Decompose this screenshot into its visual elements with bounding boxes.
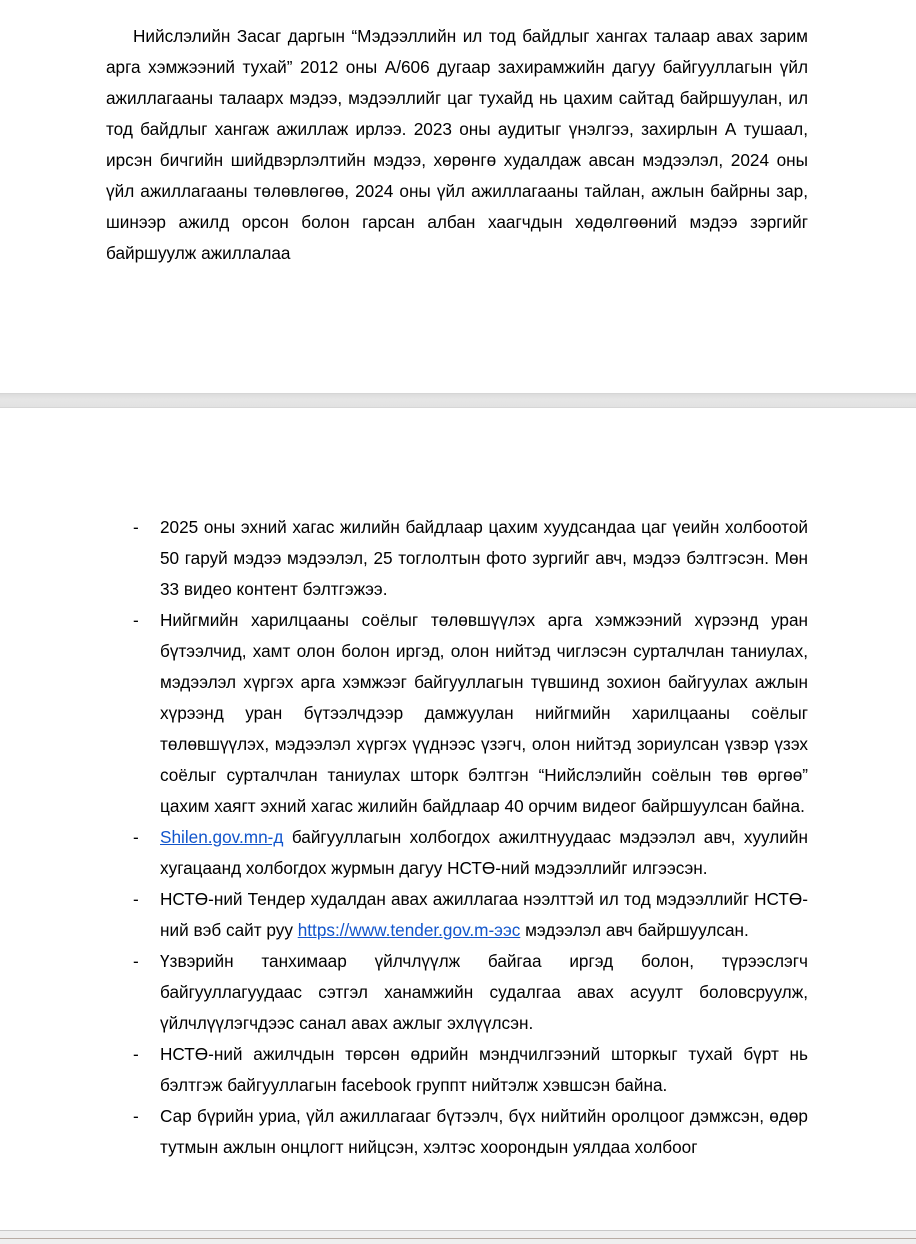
list-item-text: НСТӨ-ний Тендер худалдан авах ажиллагаа нээлттэй ил тод мэдээллийг НСТӨ-ний вэб сайт руу <box>160 889 808 940</box>
activity-list <box>0 512 916 1163</box>
list-item-text: Үзвэрийн танхимаар үйлчлүүлж байгаа иргэд болон, түрээслэгч байгууллагуудаас сэтгэл ханамжийн судалгаа авах асуулт боловсруулж, үйлчлүүлэгчдээс санал авах ажлыг эхлүүлсэн. <box>160 951 808 1033</box>
list-item <box>133 946 808 1039</box>
list-item-text: Нийгмийн харилцааны соёлыг төлөвшүүлэх арга хэмжээний хүрээнд уран бүтээлчид, хамт олон болон иргэд, олон нийтэд чиглэсэн сурталчлан таниулах, мэдээлэл хүргэх арга хэмжээг байгууллагын түвшинд зохион байгуулах ажлын хүрээнд уран бүтээлчдээр дамжуулан нийгмийн харилцааны соёлыг төлөвшүүлэх, мэдээлэл хүргэх үүднээс үзэгч, олон нийтэд зориулсан үзвэр үзэх соёлыг сурталчлан таниулах шторк бэлтгэн “Нийслэлийн соёлын төв өргөө” цахим хаягт эхний хагас жилийн байдлаар 40 орчим видеог байршуулсан байна. <box>160 610 808 816</box>
bullet-dash: - <box>133 951 139 971</box>
bullet-dash: - <box>133 1106 139 1126</box>
list-item <box>133 1039 808 1101</box>
viewer-bottom-edge <box>0 1230 916 1244</box>
bullet-dash: - <box>133 610 139 630</box>
list-item <box>133 512 808 605</box>
list-item-text: Сар бүрийн уриа, үйл ажиллагааг бүтээлч, бүх нийтийн оролцоог дэмжсэн, өдөр тутмын ажлын онцлогт нийцсэн, хэлтэс хоорондын уялдаа холбоог <box>160 1106 808 1157</box>
list-item-text: байгууллагын холбогдох ажилтнуудаас мэдээлэл авч, хуулийн хугацаанд холбогдох журмын дагуу НСТӨ-ний мэдээллийг илгээсэн. <box>160 827 808 878</box>
list-item <box>133 822 808 884</box>
shilen-link[interactable]: Shilen.gov.mn-д <box>160 827 284 847</box>
list-item-text: НСТӨ-ний ажилчдын төрсөн өдрийн мэндчилгээний шторкыг тухай бүрт нь бэлтгэж байгууллагын facebook группт нийтэлж хэвшсэн байна. <box>160 1044 808 1095</box>
bullet-dash: - <box>133 1044 139 1064</box>
page-separator <box>0 393 916 408</box>
document-page-2 <box>0 408 916 1230</box>
list-item-text: мэдээлэл авч байршуулсан. <box>520 920 749 940</box>
bullet-dash: - <box>133 889 139 909</box>
bullet-dash: - <box>133 517 139 537</box>
document-page-1 <box>0 0 916 393</box>
list-item-text: 2025 оны эхний хагас жилийн байдлаар цахим хуудсандаа цаг үеийн холбоотой 50 гаруй мэдээ мэдээлэл, 25 тоглолтын фото зургийг авч, мэдээ бэлтгэсэн. Мөн 33 видео контент бэлтгэжээ. <box>160 517 808 599</box>
bullet-dash: - <box>133 827 139 847</box>
tender-link[interactable]: https://www.tender.gov.m-ээс <box>297 920 521 940</box>
list-item <box>133 1101 808 1163</box>
list-item <box>133 884 808 946</box>
list-item <box>133 605 808 822</box>
intro-paragraph: Нийслэлийн Засаг даргын “Мэдээллийн ил тод байдлыг хангах талаар авах зарим арга хэмжээний тухай” 2012 оны А/606 дугаар захирамжийн дагуу байгууллагын үйл ажиллагааны талаарх мэдээ, мэдээллийг цаг тухайд нь цахим сайтад байршуулан, ил тод байдлыг хангаж ажиллаж ирлээ. 2023 оны аудитыг үнэлгээ, захирлын А тушаал, ирсэн бичгийн шийдвэрлэлтийн мэдээ, хөрөнгө худалдаж авсан мэдээлэл, 2024 оны үйл ажиллагааны төлөвлөгөө, 2024 оны үйл ажиллагааны тайлан, ажлын байрны зар, шинээр ажилд орсон болон гарсан албан хаагчдын хөдөлгөөний мэдээ зэргийг байршуулж ажиллалаа <box>106 26 808 263</box>
